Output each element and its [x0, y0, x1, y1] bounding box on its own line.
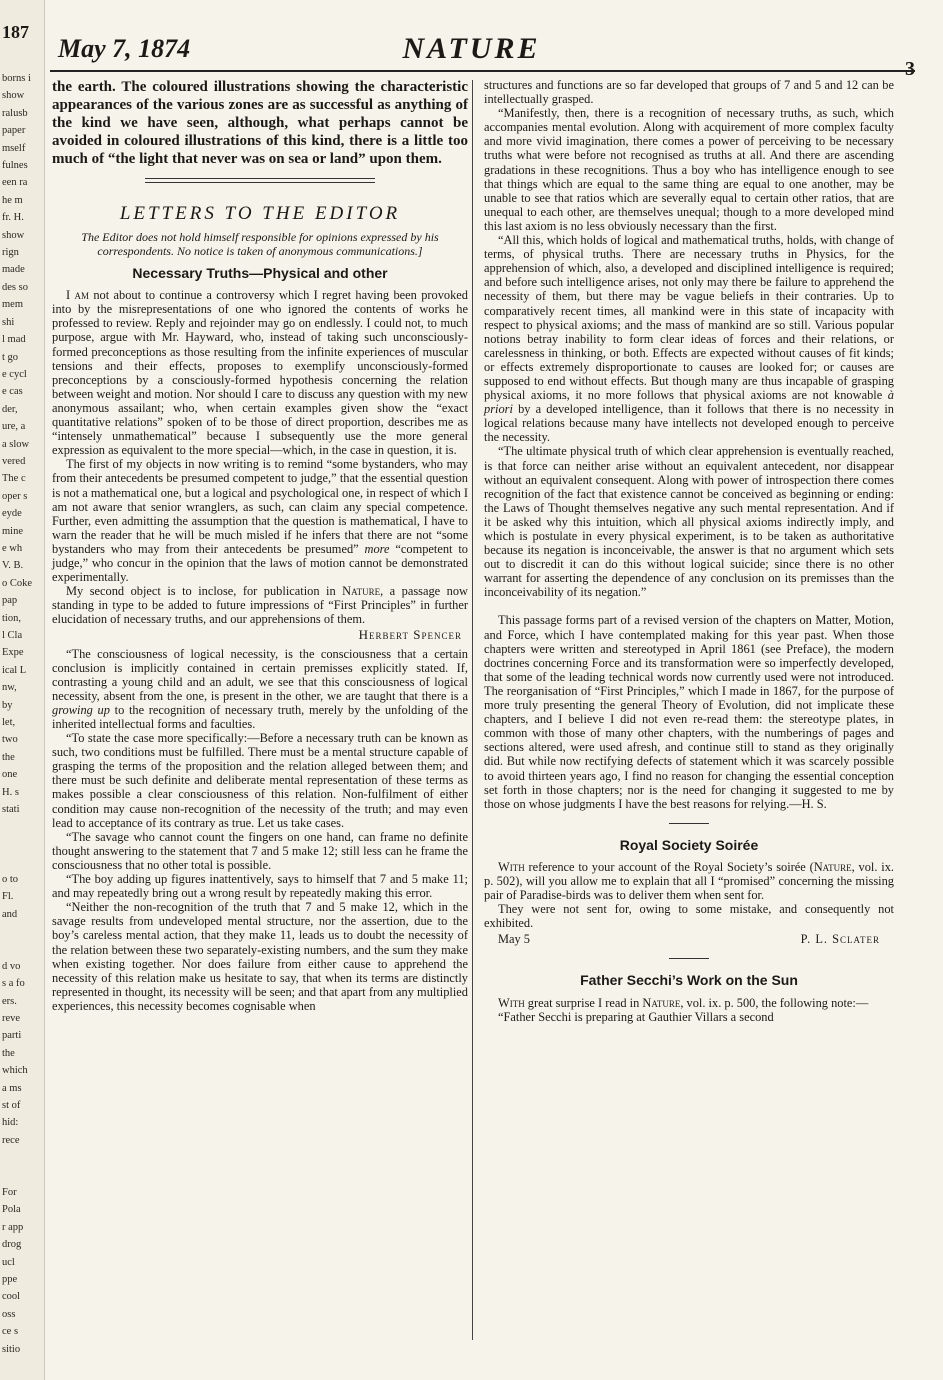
- previous-page-line: sitio: [2, 1343, 21, 1355]
- previous-page-line: ucl: [2, 1256, 15, 1268]
- journal-name: Nature: [642, 995, 681, 1010]
- previous-page-line: mem: [2, 299, 23, 311]
- paragraph-text: great surprise I read in: [524, 995, 643, 1010]
- section-rule: [145, 178, 375, 183]
- previous-page-line: paper: [2, 125, 26, 137]
- previous-page-line: t go: [2, 351, 19, 363]
- previous-page-line: For: [2, 1187, 17, 1198]
- previous-page-line: a slow: [2, 438, 30, 450]
- quoted-paragraph: “Father Secchi is preparing at Gauthier Villars a second: [498, 1009, 774, 1024]
- separator-rule: [669, 958, 709, 959]
- paragraph-text: My second object is to inclose, for publication in: [66, 584, 343, 599]
- column-divider: [472, 80, 473, 1340]
- paragraph-text: “competent to judge,” who concur in the opinion that the laws of motion cannot be demonstrated experimentally.: [52, 541, 468, 585]
- journal-name: Nature: [342, 584, 381, 599]
- previous-page-line: nw,: [2, 682, 17, 694]
- previous-page-line: d vo: [2, 960, 21, 972]
- paragraph-text: “The consciousness of logical necessity, is the consciousness that a certain conclusion is implicitly contained in certain premisses explicitly stated. If, contrasting a young child and an adult, we see that this consciousness of logical necessity, absent from the one, is present in the other, we are taught that there is a: [52, 646, 468, 703]
- section-title: LETTERS TO THE EDITOR: [119, 203, 401, 224]
- quoted-paragraph: “The ultimate physical truth of which clear apprehension is eventually reached, is that force can neither arise without an equivalent antecedent, nor disappear without an equivalent consequent. Along with power of introspection there comes recognition of the fact that existence cannot be conceived as beginning or ending: the Laws of Thought themselves negative any such mental representation. And if it be asked why this intuition, which all physical axioms indirectly imply, and which is postulate in every physical experiment, is to be taken as authoritative because its negation is inconceivable, the answer is that no argument which sets out to discredit it can do this without logical suicide; since there is no other warrant for asserting the dependence of any conclusion on its premisses than the inconceivability of its negation.”: [484, 444, 894, 600]
- previous-page-line: st of: [2, 1099, 21, 1111]
- previous-page-line: drog: [2, 1239, 22, 1251]
- previous-page-line: o to: [2, 873, 19, 885]
- italic-phrase: growing up: [52, 702, 110, 717]
- left-column: [52, 78, 468, 1013]
- previous-page-fragment: 187: [2, 22, 29, 42]
- paragraph-text: , vol. ix. p. 502), will you allow me to explain that all I “promised” concerning the missing pair of Paradise-birds was to deliver them when sent for.: [484, 859, 894, 903]
- previous-page-line: e cycl: [2, 368, 27, 380]
- previous-page-line: Pola: [2, 1204, 21, 1216]
- quoted-paragraph: “The savage who cannot count the fingers on one hand, can frame no definite thought answering to the statement that 7 and 5 make 12; still less can he frame the consciousness that no other total is possible.: [52, 829, 468, 872]
- previous-page-edge: [0, 0, 45, 1380]
- previous-page-line: [2, 853, 32, 870]
- previous-page-line: cool: [2, 1291, 21, 1303]
- previous-page-line: een ra: [2, 177, 28, 189]
- previous-page-line: ce s: [2, 1326, 19, 1338]
- letter-paragraph: [484, 860, 894, 902]
- previous-page-line: s a fo: [2, 978, 25, 990]
- letter-paragraph: [52, 457, 468, 584]
- previous-page-line: ical L: [2, 664, 27, 676]
- previous-page-line: H. s: [2, 786, 19, 798]
- previous-page-line: hid:: [2, 1117, 19, 1129]
- paragraph-text: reference to your account of the Royal Society’s soirée (: [524, 859, 814, 874]
- spacer: [484, 599, 894, 613]
- previous-page-line: the: [2, 1047, 15, 1059]
- page-number: 3: [905, 58, 915, 80]
- previous-page-line: a ms: [2, 1082, 22, 1094]
- previous-page-line: which: [2, 1065, 28, 1077]
- letter-paragraph: This passage forms part of a revised version of the chapters on Matter, Motion, and Force, which I have contemplated making for this year past. When those chapters were written and stereotyped in April 1861 (see Preface), the modern doctrines concerning Force and its transformation were so imperfectly developed, that some of the leading technical words now currently used were not introduced. The reorganisation of “First Principles,” which I made in 1867, for the purpose of more truly presenting the general Theory of Evolution, did not implicate these chapters, and I believe I did not even re-read them: the stereotype plates, in common with those of many other chapters, with the numberings of pages and sections altered, were used afresh, and continue still to stand as they originally did. But while now rectifying defects of statement which it was scarcely possible to avoid thirteen years ago, I find no reason for changing the essential conception set forth in those chapters; nor is the need for changing it suggested to me by those on whose judgments I have the best reasons for relying.—H. S.: [484, 613, 894, 811]
- quoted-paragraph: [484, 233, 894, 444]
- previous-page-line: e cas: [2, 386, 23, 398]
- quoted-paragraph: “The boy adding up figures inattentively, says to himself that 7 and 5 make 11; and may repeatedly bring out a wrong result by repeatedly making this error.: [52, 872, 468, 901]
- previous-page-line: [2, 836, 32, 853]
- previous-page-line: der,: [2, 403, 18, 415]
- previous-page-line: [2, 1149, 32, 1166]
- header-rule: [50, 70, 915, 72]
- previous-page-line: e wh: [2, 542, 23, 554]
- letter-date: May 5: [498, 932, 531, 947]
- paragraph-text: by a developed intelligence, than it follows that there is no necessity in logical relations because many have intellects not developed enough to perceive the necessity.: [484, 402, 894, 445]
- previous-page-line: ralusb: [2, 107, 28, 119]
- letter-paragraph: They were not sent for, owing to some mistake, and consequently not exhibited.: [484, 902, 894, 931]
- letter-signature: Herbert Spencer: [358, 627, 462, 643]
- previous-page-line: rign: [2, 247, 19, 259]
- journal-name: Nature: [813, 859, 852, 874]
- quoted-paragraph: [52, 647, 468, 732]
- previous-page-line: vered: [2, 455, 26, 467]
- drop-word: With: [498, 859, 525, 874]
- previous-page-line: l mad: [2, 334, 26, 346]
- previous-page-line: and: [2, 908, 18, 920]
- previous-page-text: [2, 70, 32, 1358]
- quoted-paragraph: “Neither the non-recognition of the truth that 7 and 5 make 12, which in the savage results from undeveloped mental structure, nor the assertion, due to the boy’s careless mental action, that they make 11, leads us to doubt the necessity of the relation between these two separately-existing numbers, and the sum they make when existing together. Nor does failure from either cause to apprehend the necessity of this relation make us hesitate to say, that when its terms are distinctly represented in thought, its necessity will be seen; and that apart from any multiplied experiences, this necessity becomes cognisable when: [52, 900, 468, 1013]
- previous-page-line: V. B.: [2, 560, 24, 572]
- quoted-paragraph: structures and functions are so far developed that groups of 7 and 5 and 12 can be intellectually grasped.: [484, 78, 894, 107]
- previous-page-line: eyde: [2, 508, 22, 520]
- previous-page-line: pap: [2, 595, 18, 607]
- issue-date: May 7, 1874: [58, 34, 191, 63]
- previous-page-line: the: [2, 751, 15, 763]
- previous-page-line: stati: [2, 804, 20, 816]
- previous-page-line: he m: [2, 194, 23, 206]
- paragraph-text: , a passage now standing in type to be added to future impressions of “First Principles” in further elucidation of necessary truths, and our apprehensions of them.: [52, 584, 469, 627]
- previous-page-line: The c: [2, 473, 26, 485]
- previous-page-line: ppe: [2, 1274, 18, 1286]
- previous-page-line: two: [2, 734, 18, 746]
- quoted-paragraph: “To state the case more specifically:—Before a necessary truth can be known as such, two conditions must be fulfilled. There must be a mental structure capable of grasping the terms of the proposition and the relation alleged between them; and there must be such definite and deliberate mental representation of these terms as makes possible a clear consciousness of this relation. Non-fulfilment of either condition may cause non-recognition of the necessity of the truth; and may even lead to acceptance of its contrary as true. Let us take cases.: [52, 731, 468, 830]
- review-ending: the earth. The coloured illustrations showing the characteristic appearances of the various zones are as successful as anything of the kind we have seen, although, what perhaps cannot be avoided in coloured illustrations of this kind, there is a little too much of “the light that never was on sea or land” upon them.: [52, 79, 468, 167]
- previous-page-line: shi: [2, 316, 15, 328]
- letter-paragraph: [52, 584, 468, 626]
- previous-page-line: show: [2, 90, 25, 102]
- previous-page-line: by: [2, 699, 13, 711]
- previous-page-line: ure, a: [2, 421, 26, 433]
- italic-phrase: à priori: [484, 388, 894, 417]
- previous-page-line: mine: [2, 525, 23, 537]
- previous-page-line: rece: [2, 1134, 20, 1146]
- paragraph-text: “All this, which holds of logical and mathematical truths, holds, with change of terms, of physical truths. There are necessary truths in Physics, for the apprehension of which, also, a developed and disciplined intelligence is required; and before such intelligence arises, not only may there be failure to apprehend the necessity of them, but there may be vague beliefs in their contraries. Up to comparatively recent times, all mankind were in this state of incapacity with respect to physical axioms; and the mass of mankind are so still. Various popular notions betray inability to form clear ideas of forces and their relations, or carelessness in thinking, or both. Effects are expected without causes of fit kinds; or effects extremely disproportionate to causes are looked for; or causes are supposed to end without effects. But though many are thus incapable of grasping physical axioms, it no more follows that physical axioms are not knowable: [484, 233, 894, 403]
- previous-page-line: des so: [2, 281, 28, 293]
- previous-page-line: [2, 818, 32, 835]
- paragraph-text: not about to continue a controversy which I regret having been provoked into by the misrepresentations of one who ignored the contents of works he professed to review. Reply and rejoinder may go on endlessly. I could not, to much purpose, argue with Mr. Hayward, who, instead of taking such unconsciously-formed preconceptions as those resulting from the infinite experiences of muscular tensions and their effects, proposes to exemplify unconsciously-formed preconceptions by a consciously-formed hypothesis concerning the relation between weight and motion. Nor should I care to discuss any question with my new anonymous assailant; who, when certain examples given show the “exact quantitative relations” spoken of to be those of direct proportion, describes me as “intensely unmathematical” because I subsequently use the more general expression as equivalent to the more special—which, in the case in question, it is.: [52, 288, 468, 458]
- letter-footer: [484, 932, 894, 946]
- paragraph-text: , vol. ix. p. 500, the following note:—: [680, 995, 869, 1010]
- previous-page-line: made: [2, 264, 25, 276]
- previous-page-line: one: [2, 769, 18, 781]
- previous-page-line: borns i: [2, 73, 31, 84]
- previous-page-line: [2, 1167, 32, 1184]
- letter-paragraph: [52, 288, 468, 457]
- previous-page-line: Fl.: [2, 891, 14, 903]
- previous-page-line: tion,: [2, 612, 21, 624]
- italic-word: more: [364, 541, 390, 556]
- paragraph-text: to the recognition of necessary truth, merely by the unfolding of the inherited intellectual forms and faculties.: [52, 702, 468, 731]
- drop-word: I am: [66, 288, 89, 303]
- previous-page-line: [2, 923, 32, 940]
- previous-page-line: parti: [2, 1030, 22, 1042]
- previous-page-line: r app: [2, 1221, 24, 1233]
- previous-page-line: ers.: [2, 995, 17, 1007]
- letter-title-secchi: Father Secchi’s Work on the Sun: [580, 972, 798, 989]
- paragraph-text: The first of my objects in now writing is to remind “some bystanders, who may from their antecedents be presumed competent to judge,” that the essential question is not a mathematical one, but a logical and psychological one, in respect of which I am not aware that senior wranglers, as such, can claim any special competence. Further, even admitting the assumption that the question is mathematical, I have to warn the reader that he will be much misled if he infers that there are not “some bystanders who may from their antecedents be presumed”: [52, 457, 468, 556]
- editor-note: The Editor does not hold himself responsible for opinions expressed by his correspondents. No notice is taken of anonymous communications.]: [81, 230, 439, 258]
- previous-page-line: oss: [2, 1308, 16, 1320]
- letter-title-soiree: Royal Society Soirée: [619, 836, 759, 853]
- previous-page-line: mself: [2, 142, 26, 154]
- drop-word: With: [498, 995, 525, 1010]
- previous-page-line: reve: [2, 1012, 21, 1024]
- journal-title: NATURE: [402, 32, 541, 65]
- right-column: [484, 78, 894, 1024]
- previous-page-line: show: [2, 229, 25, 241]
- letter-paragraph: [484, 996, 894, 1010]
- previous-page-line: fulnes: [2, 160, 28, 172]
- previous-page-line: o Coke: [2, 577, 33, 589]
- quoted-paragraph: “Manifestly, then, there is a recognition of necessary truths, as such, which accompanies mental evolution. Along with acquirement of more complex faculty and more vivid imagination, there comes a power of perceiving to be necessary truths what were before not recognised as truths at all. And there are ascending gradations in these recognitions. Thus a boy who has intelligence enough to see that things which are equal to the same thing are equal to one another, may be unable to see that ratios which are severally equal to certain other ratios, that are unequal to each other, are themselves unequal; though to a more developed mind this last axiom is no less obviously necessary than the first.: [484, 106, 894, 233]
- separator-rule: [669, 823, 709, 824]
- previous-page-line: l Cla: [2, 630, 23, 641]
- previous-page-line: fr. H.: [2, 212, 24, 224]
- previous-page-line: oper s: [2, 490, 28, 502]
- previous-page-line: [2, 940, 32, 957]
- previous-page-line: let,: [2, 717, 16, 729]
- previous-page-line: Expe: [2, 647, 24, 659]
- letter-title: Necessary Truths—Physical and other: [132, 265, 388, 282]
- letter-signature: P. L. Sclater: [800, 932, 880, 947]
